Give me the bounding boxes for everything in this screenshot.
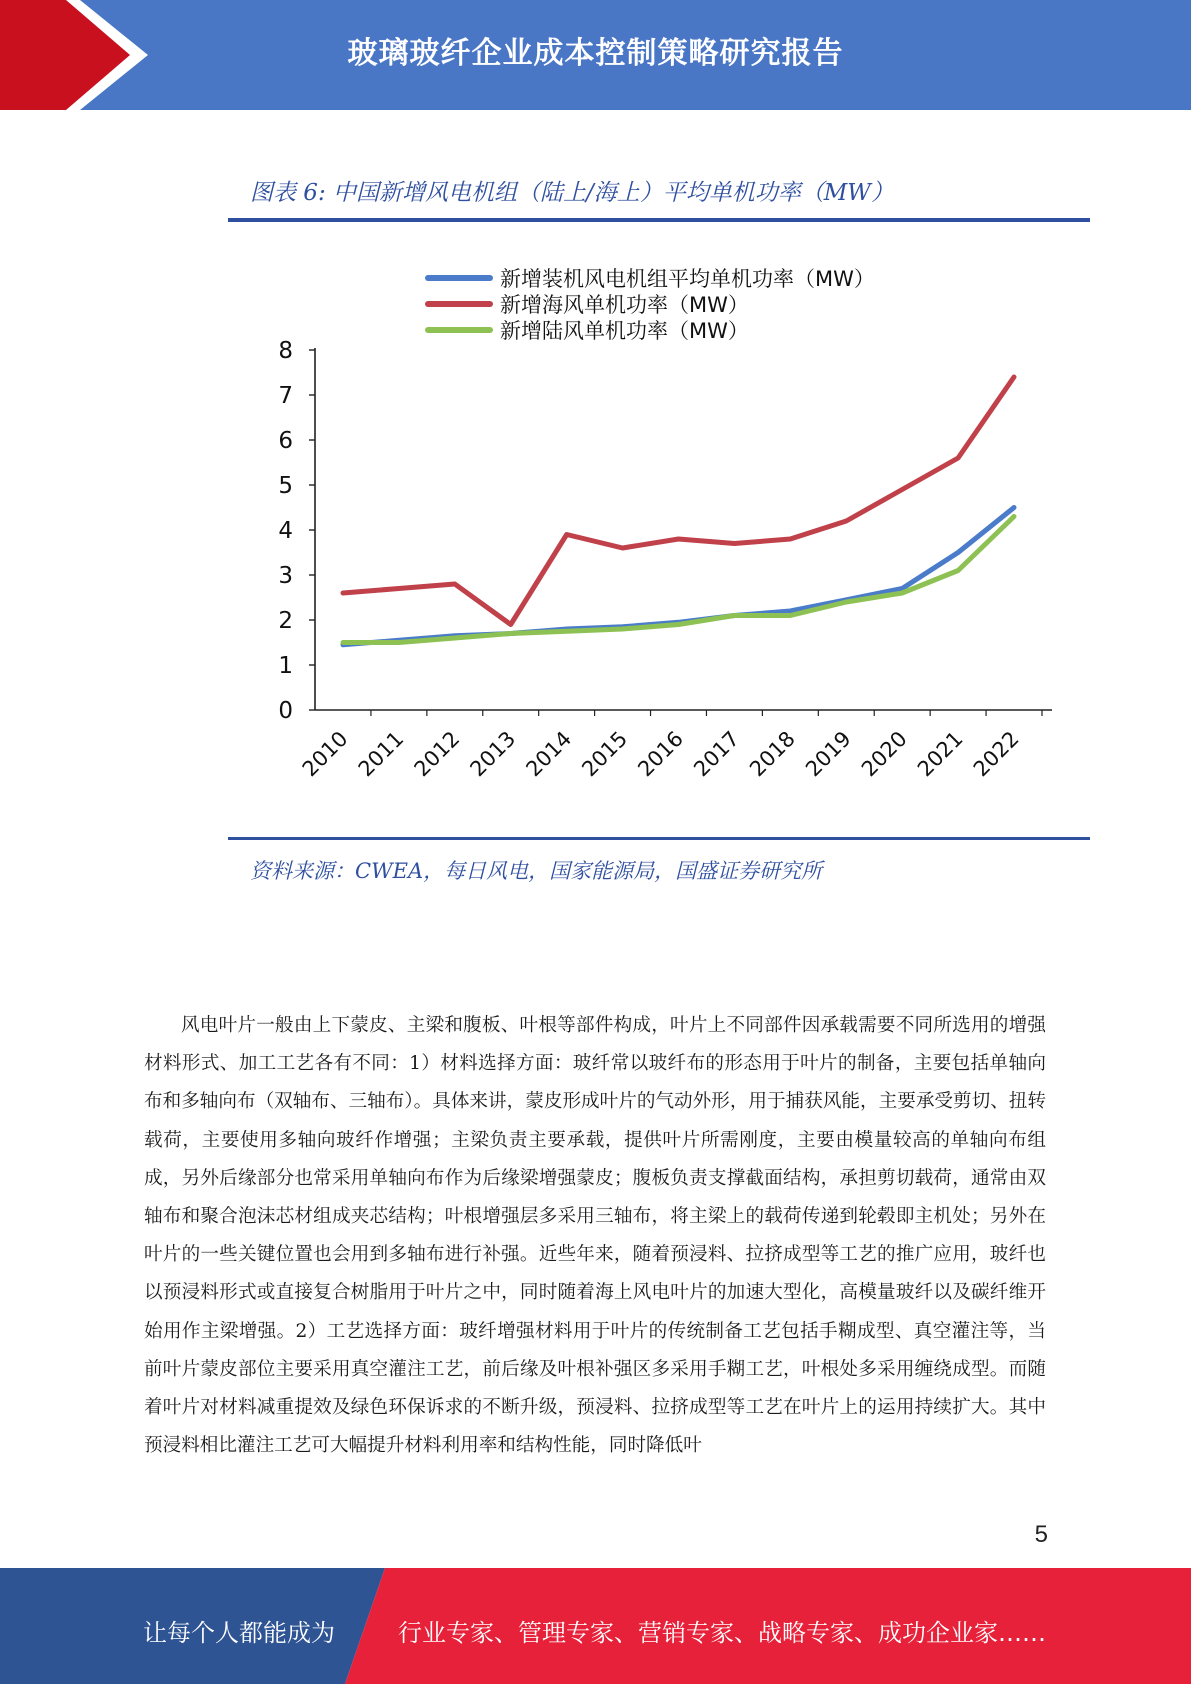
y-tick-label: 5 bbox=[278, 473, 293, 499]
y-tick-label: 0 bbox=[278, 698, 293, 724]
footer-slogan-right: 行业专家、管理专家、营销专家、战略专家、成功企业家…… bbox=[398, 1619, 1046, 1647]
x-tick-label: 2012 bbox=[409, 726, 465, 782]
y-tick-label: 8 bbox=[278, 338, 293, 364]
chart-axes bbox=[278, 338, 1052, 781]
x-tick-label: 2013 bbox=[465, 726, 521, 782]
y-tick-label: 4 bbox=[278, 518, 293, 544]
chart-series bbox=[343, 377, 1014, 645]
x-tick-label: 2015 bbox=[577, 726, 633, 782]
figure-caption: 图表 6: 中国新增风电机组（陆上/海上）平均单机功率（MW） bbox=[250, 180, 894, 206]
x-tick-label: 2021 bbox=[912, 726, 968, 782]
y-tick-label: 2 bbox=[278, 608, 293, 634]
y-tick-label: 3 bbox=[278, 563, 293, 589]
report-header bbox=[0, 0, 1191, 110]
x-tick-label: 2010 bbox=[297, 726, 353, 782]
report-footer bbox=[0, 1568, 1191, 1684]
x-tick-label: 2014 bbox=[521, 726, 577, 782]
x-tick-label: 2019 bbox=[801, 726, 856, 782]
figure-source: 资料来源：CWEA，每日风电，国家能源局，国盛证券研究所 bbox=[250, 859, 823, 883]
y-tick-label: 7 bbox=[278, 383, 293, 409]
x-tick-label: 2011 bbox=[353, 726, 409, 782]
x-tick-label: 2022 bbox=[968, 726, 1024, 782]
body-paragraph: 风电叶片一般由上下蒙皮、主梁和腹板、叶根等部件构成，叶片上不同部件因承载需要不同所选用的增强材料形式、加工工艺各有不同：1）材料选择方面：玻纤常以玻纤布的形态用于叶片的制备，主要包括单轴向布和多轴向布（双轴布、三轴布）。具体来讲，蒙皮形成叶片的气动外形，用于捕获风能，主要承受剪切、扭转载荷，主要使用多轴向玻纤作增强；主梁负责主要承载，提供叶片所需刚度，主要由模量较高的单轴向布组成，另外后缘部分也常采用单轴向布作为后缘梁增强蒙皮；腹板负责支撑截面结构，承担剪切载荷，通常由双轴布和聚合泡沫芯材组成夹芯结构；叶根增强层多采用三轴布，将主梁上的载荷传递到轮毂即主机处；另外在叶片的一些关键位置也会用到多轴布进行补强。近些年来，随着预浸料、拉挤成型等工艺的推广应用，玻纤也以预浸料形式或直接复合树脂用于叶片之中，同时随着海上风电叶片的加速大型化，高模量玻纤以及碳纤维开始用作主梁增强。2）工艺选择方面：玻纤增强材料用于叶片的传统制备工艺包括手糊成型、真空灌注等，当前叶片蒙皮部位主要采用真空灌注工艺，前后缘及叶根补强区多采用手糊工艺，叶根处多采用缠绕成型。而随着叶片对材料减重提效及绿色环保诉求的不断升级，预浸料、拉挤成型等工艺在叶片上的运用持续扩大。其中预浸料相比灌注工艺可大幅提升材料利用率和结构性能，同时降低叶 bbox=[144, 1015, 1046, 1457]
x-tick-label: 2018 bbox=[745, 726, 800, 782]
chart-legend bbox=[428, 267, 875, 343]
legend-label-2: 新增海风单机功率（MW） bbox=[500, 293, 749, 317]
figure-bottom-rule bbox=[228, 837, 1090, 840]
legend-label-1: 新增装机风电机组平均单机功率（MW） bbox=[500, 267, 875, 291]
power-line-chart bbox=[228, 240, 1090, 830]
report-title: 玻璃玻纤企业成本控制策略研究报告 bbox=[347, 36, 844, 71]
x-tick-label: 2020 bbox=[856, 726, 912, 782]
legend-label-3: 新增陆风单机功率（MW） bbox=[500, 319, 749, 343]
y-tick-label: 6 bbox=[278, 428, 293, 454]
figure-top-rule bbox=[228, 218, 1090, 222]
page-number: 5 bbox=[1034, 1521, 1048, 1548]
x-tick-label: 2017 bbox=[689, 726, 744, 782]
footer-slogan-left: 让每个人都能成为 bbox=[143, 1619, 335, 1647]
y-tick-label: 1 bbox=[278, 653, 293, 679]
x-tick-label: 2016 bbox=[633, 726, 689, 782]
